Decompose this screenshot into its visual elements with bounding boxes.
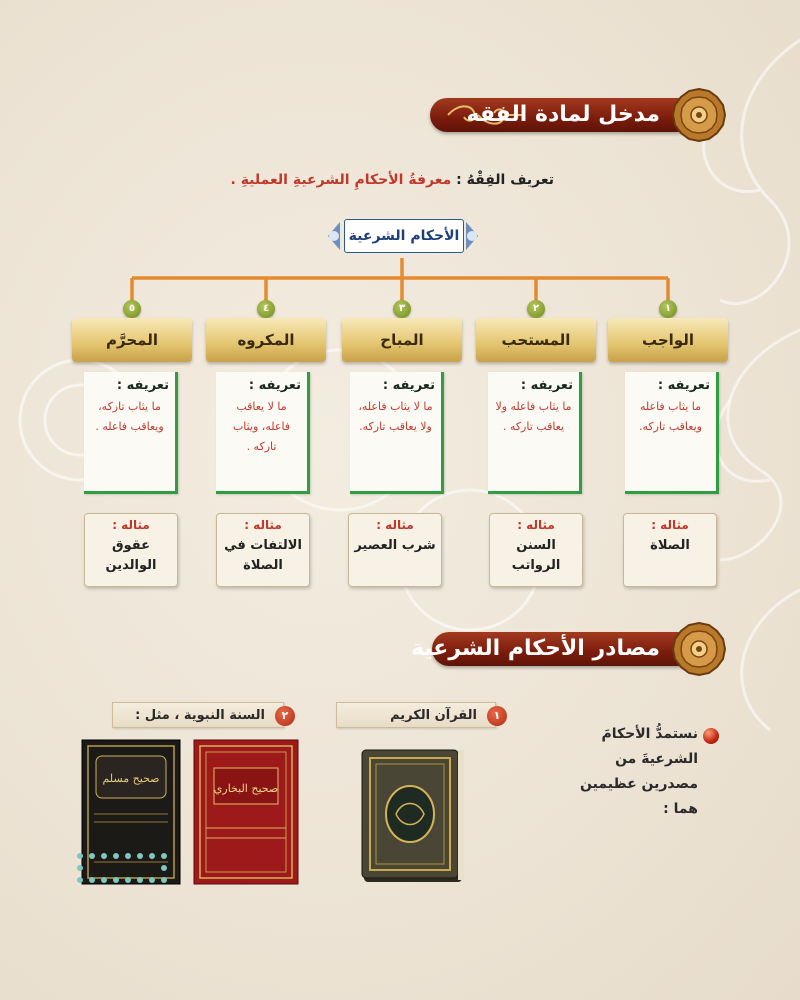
definition-card-wajib — [625, 372, 719, 494]
definition-card-muharram — [84, 372, 178, 494]
definition-card-mubah — [350, 372, 444, 494]
section1-title: مدخل لمادة الفقه — [466, 102, 660, 127]
example-card-makruh — [216, 513, 310, 587]
definition-card-mustahabb — [488, 372, 582, 494]
definition-card-heading: تعريفه : — [382, 378, 435, 393]
example-card-mubah — [348, 513, 442, 587]
definition-card-heading: تعريفه : — [520, 378, 573, 393]
example-card-heading: مثاله : — [517, 518, 555, 532]
ruling-makruh: المكروه — [206, 318, 326, 362]
definition-card-text: ما لا يعاقب فاعله، ويثاب تاركه . — [232, 400, 291, 453]
definition-card-makruh — [216, 372, 310, 494]
ruling-mustahabb: المستحب — [476, 318, 596, 362]
example-card-heading: مثاله : — [112, 518, 150, 532]
muslim-title: صحيح مسلم — [102, 772, 160, 785]
ruling-muharram: المحرَّم — [72, 318, 192, 362]
example-card-mustahabb — [489, 513, 583, 587]
source-label: السنة النبوية ، مثل : — [135, 708, 265, 723]
sahih-bukhari-book-image — [192, 738, 302, 888]
bullet-icon — [703, 728, 719, 744]
example-card-text: عقوق الوالدين — [105, 538, 157, 573]
bukhari-title: صحيح البخاري — [213, 782, 279, 795]
example-card-wajib — [623, 513, 717, 587]
example-card-heading: مثاله : — [244, 518, 282, 532]
definition-card-heading: تعريفه : — [116, 378, 169, 393]
sources-intro: نستمدُّ الأحكامَ الشرعيةَ من مصدرين عظيمين هما : — [580, 726, 698, 817]
ruling-wajib: الواجب — [608, 318, 728, 362]
example-card-text: السنن الرواتب — [511, 538, 561, 573]
section2-banner — [410, 622, 730, 676]
definition-card-text: ما يثاب فاعله ولا يعاقب تاركه . — [495, 400, 572, 433]
ruling-number: ٤ — [257, 300, 275, 318]
example-card-text: الصلاة — [650, 538, 690, 553]
octagon-medallion-icon — [668, 622, 730, 676]
definition-card-heading: تعريفه : — [657, 378, 710, 393]
source-label: القرآن الكريم — [390, 708, 477, 723]
example-card-muharram — [84, 513, 178, 587]
quran-book-image — [358, 748, 466, 888]
example-card-text: شرب العصير — [354, 538, 436, 553]
definition-value: معرفةُ الأحكامِ الشرعيةِ العمليةِ . — [230, 172, 452, 188]
root-box — [320, 216, 486, 256]
ruling-mubah: المباح — [342, 318, 462, 362]
publisher-logo-icon — [72, 848, 172, 888]
definition-card-text: ما يثاب تاركه، ويعاقب فاعله . — [95, 400, 164, 433]
source-number: ١ — [487, 706, 507, 726]
definition-label: تعريف الفِقْهُ : — [456, 172, 554, 188]
source-sunnah-tab — [112, 702, 289, 728]
ruling-number: ٢ — [527, 300, 545, 318]
definition-card-text: ما لا يثاب فاعله، ولا يعاقب تاركه. — [358, 400, 433, 433]
example-card-heading: مثاله : — [651, 518, 689, 532]
ruling-number: ٣ — [393, 300, 411, 318]
root-label: الأحكام الشرعية — [344, 219, 464, 253]
section2-title: مصادر الأحكام الشرعية — [410, 636, 660, 661]
definition-card-text: ما يثاب فاعله ويعاقب تاركه. — [639, 400, 702, 433]
source-number: ٢ — [275, 706, 295, 726]
source-quran-tab — [336, 702, 501, 728]
definition-card-heading: تعريفه : — [248, 378, 301, 393]
example-card-heading: مثاله : — [376, 518, 414, 532]
ruling-number: ٥ — [123, 300, 141, 318]
example-card-text: الالتفات في الصلاة — [224, 538, 302, 573]
ruling-number: ١ — [659, 300, 677, 318]
